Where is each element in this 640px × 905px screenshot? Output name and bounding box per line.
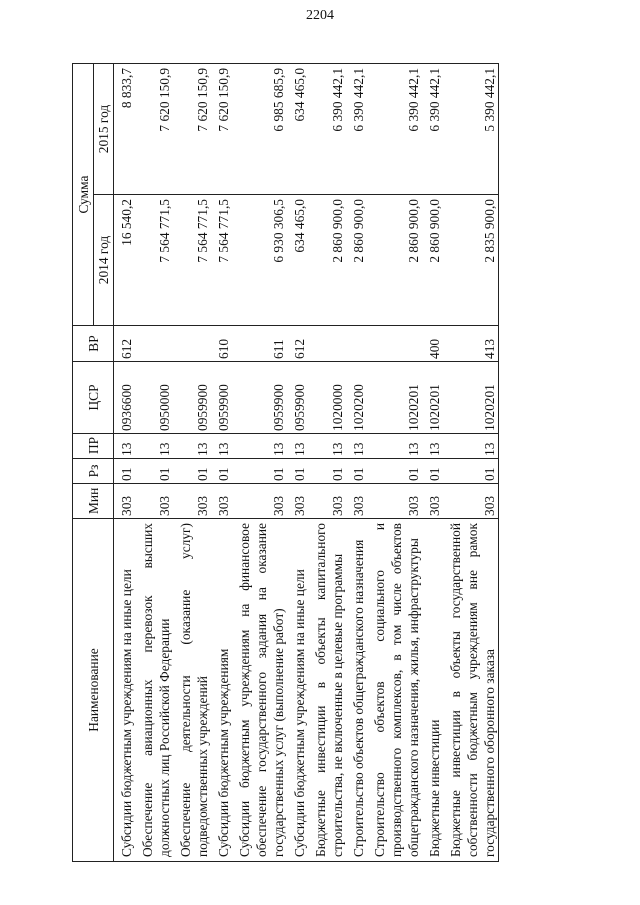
row-min: 303 xyxy=(308,484,346,519)
row-vr xyxy=(135,326,173,362)
row-pr: 13 xyxy=(308,434,346,459)
row-csr: 1020201 xyxy=(367,362,422,434)
table-row xyxy=(114,63,136,861)
row-rz: 01 xyxy=(173,459,211,484)
table-row xyxy=(367,63,422,861)
row-amount-2015: 7 620 150,9 xyxy=(135,63,173,194)
page-number: 2204 xyxy=(306,8,334,23)
row-min: 303 xyxy=(346,484,367,519)
row-min: 303 xyxy=(211,484,232,519)
row-rz: 01 xyxy=(232,459,287,484)
row-pr: 13 xyxy=(346,434,367,459)
row-rz: 01 xyxy=(114,459,136,484)
row-vr xyxy=(367,326,422,362)
row-pr: 13 xyxy=(422,434,443,459)
table-row xyxy=(443,63,499,861)
row-vr: 612 xyxy=(287,326,308,362)
row-vr xyxy=(346,326,367,362)
row-pr: 13 xyxy=(135,434,173,459)
table-row xyxy=(135,63,173,861)
row-name: Строительство объектов общегражданского назначения xyxy=(346,519,367,862)
row-amount-2014: 2 860 900,0 xyxy=(422,195,443,326)
row-csr: 0959900 xyxy=(287,362,308,434)
row-min: 303 xyxy=(114,484,136,519)
row-vr: 611 xyxy=(232,326,287,362)
row-pr: 13 xyxy=(114,434,136,459)
row-amount-2014: 16 540,2 xyxy=(114,195,136,326)
row-amount-2014: 7 564 771,5 xyxy=(211,195,232,326)
table-row xyxy=(173,63,211,861)
table-row xyxy=(422,63,443,861)
row-amount-2014: 7 564 771,5 xyxy=(173,195,211,326)
row-name: Бюджетные инвестиции в объекты государственной собственности бюджетным учреждениям вне рамок государственного оборонного заказа xyxy=(443,519,499,862)
row-csr: 1020000 xyxy=(308,362,346,434)
row-name: Строительство объектов социального и производственного комплексов, в том числе объектов общегражданского назначения, жилья, инфраструктуры xyxy=(367,519,422,862)
row-vr: 612 xyxy=(114,326,136,362)
row-rz: 01 xyxy=(422,459,443,484)
row-amount-2015: 7 620 150,9 xyxy=(211,63,232,194)
row-rz: 01 xyxy=(346,459,367,484)
table-row xyxy=(287,63,308,861)
table-row xyxy=(308,63,346,861)
row-rz: 01 xyxy=(211,459,232,484)
row-csr: 1020201 xyxy=(422,362,443,434)
row-pr: 13 xyxy=(211,434,232,459)
budget-table xyxy=(72,63,499,862)
row-rz: 01 xyxy=(443,459,499,484)
header-2014: 2014 год xyxy=(94,195,114,326)
row-csr: 0950000 xyxy=(135,362,173,434)
row-amount-2015: 634 465,0 xyxy=(287,63,308,194)
row-name: Бюджетные инвестиции в объекты капитального строительства, не включенные в целевые программы xyxy=(308,519,346,862)
header-rz: Рз xyxy=(73,459,114,484)
row-vr: 413 xyxy=(443,326,499,362)
row-name: Бюджетные инвестиции xyxy=(422,519,443,862)
row-rz: 01 xyxy=(308,459,346,484)
row-amount-2014: 6 930 306,5 xyxy=(232,195,287,326)
table-body xyxy=(114,63,499,861)
rotated-page-content xyxy=(72,62,572,862)
row-name: Субсидии бюджетным учреждениям на финансовое обеспечение государственного задания на оказание государственных услуг (выполнение работ) xyxy=(232,519,287,862)
table-row xyxy=(232,63,287,861)
row-name: Обеспечение авиационных перевозок высших должностных лиц Российской Федерации xyxy=(135,519,173,862)
row-amount-2014: 7 564 771,5 xyxy=(135,195,173,326)
row-pr: 13 xyxy=(367,434,422,459)
row-csr: 0959900 xyxy=(211,362,232,434)
table-row xyxy=(211,63,232,861)
table-row xyxy=(346,63,367,861)
header-2015: 2015 год xyxy=(94,63,114,194)
header-vr: ВР xyxy=(73,326,114,362)
row-amount-2015: 6 390 442,1 xyxy=(367,63,422,194)
row-pr: 13 xyxy=(232,434,287,459)
row-vr xyxy=(308,326,346,362)
row-vr: 610 xyxy=(211,326,232,362)
row-min: 303 xyxy=(232,484,287,519)
row-amount-2015: 6 390 442,1 xyxy=(308,63,346,194)
header-csr: ЦСР xyxy=(73,362,114,434)
row-rz: 01 xyxy=(135,459,173,484)
row-amount-2015: 7 620 150,9 xyxy=(173,63,211,194)
row-amount-2014: 634 465,0 xyxy=(287,195,308,326)
row-csr: 1020201 xyxy=(443,362,499,434)
row-name: Обеспечение деятельности (оказание услуг) подведомственных учреждений xyxy=(173,519,211,862)
row-pr: 13 xyxy=(173,434,211,459)
header-min: Мин xyxy=(73,484,114,519)
row-csr: 1020200 xyxy=(346,362,367,434)
row-csr: 0936600 xyxy=(114,362,136,434)
row-amount-2015: 5 390 442,1 xyxy=(443,63,499,194)
row-vr xyxy=(173,326,211,362)
row-min: 303 xyxy=(135,484,173,519)
row-name: Субсидии бюджетным учреждениям xyxy=(211,519,232,862)
row-amount-2015: 8 833,7 xyxy=(114,63,136,194)
row-amount-2015: 6 390 442,1 xyxy=(422,63,443,194)
row-name: Субсидии бюджетным учреждениям на иные цели xyxy=(114,519,136,862)
row-csr: 0959900 xyxy=(173,362,211,434)
row-min: 303 xyxy=(367,484,422,519)
row-amount-2015: 6 985 685,9 xyxy=(232,63,287,194)
row-min: 303 xyxy=(422,484,443,519)
row-amount-2015: 6 390 442,1 xyxy=(346,63,367,194)
row-rz: 01 xyxy=(287,459,308,484)
row-min: 303 xyxy=(173,484,211,519)
row-amount-2014: 2 835 900,0 xyxy=(443,195,499,326)
row-amount-2014: 2 860 900,0 xyxy=(367,195,422,326)
row-name: Субсидии бюджетным учреждениям на иные цели xyxy=(287,519,308,862)
row-pr: 13 xyxy=(287,434,308,459)
row-amount-2014: 2 860 900,0 xyxy=(346,195,367,326)
header-pr: ПР xyxy=(73,434,114,459)
header-sum: Сумма xyxy=(73,63,94,325)
row-min: 303 xyxy=(443,484,499,519)
row-amount-2014: 2 860 900,0 xyxy=(308,195,346,326)
row-vr: 400 xyxy=(422,326,443,362)
row-rz: 01 xyxy=(367,459,422,484)
row-pr: 13 xyxy=(443,434,499,459)
header-name: Наименование xyxy=(73,519,114,862)
row-min: 303 xyxy=(287,484,308,519)
row-csr: 0959900 xyxy=(232,362,287,434)
